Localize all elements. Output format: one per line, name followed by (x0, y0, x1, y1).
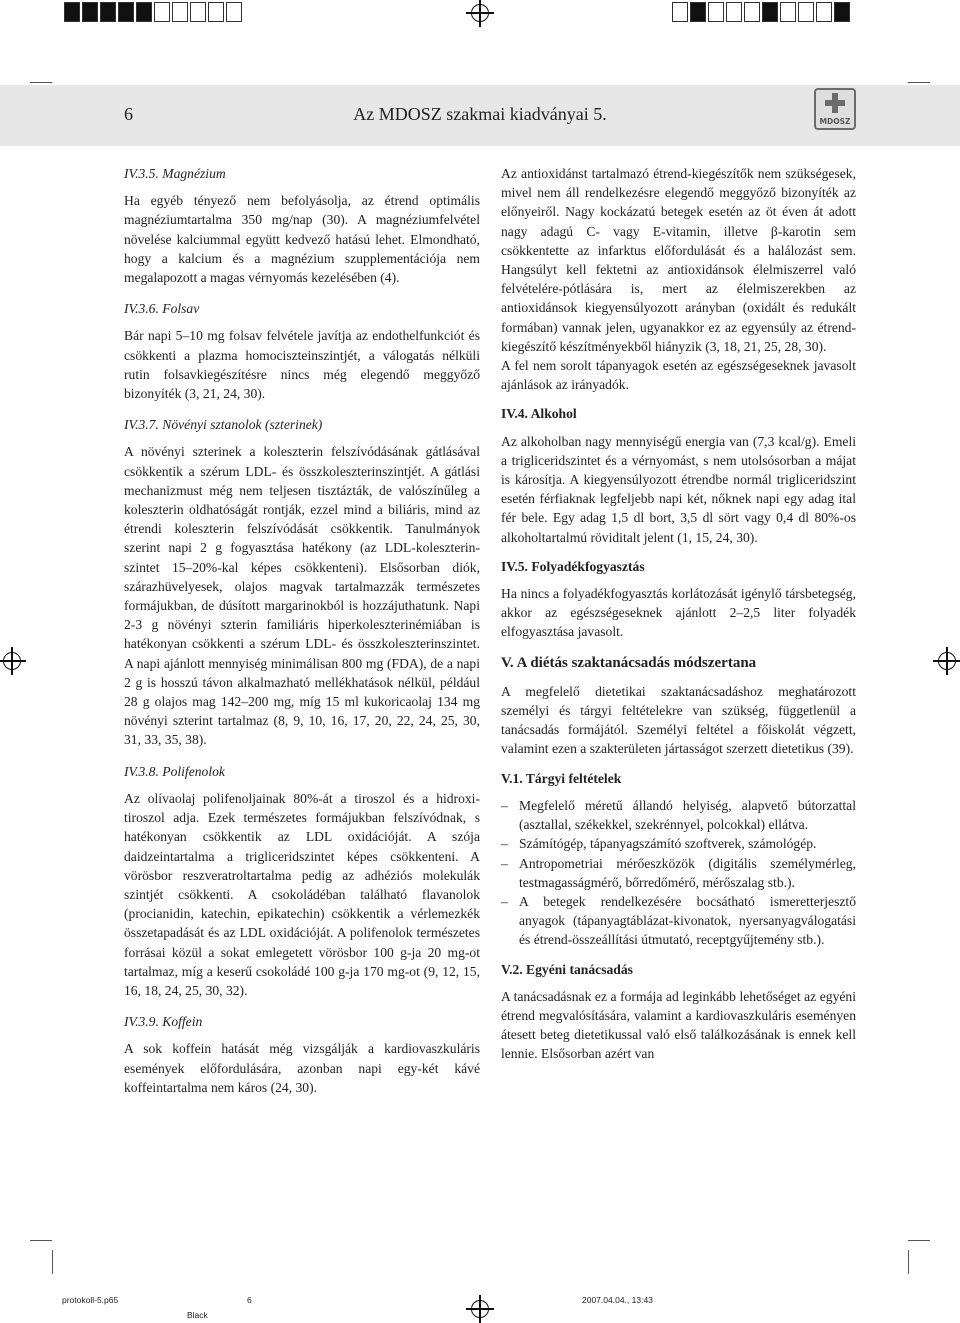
paragraph: A fel nem sorolt tápanyagok esetén az egészségeseknek javasolt ajánlások az irányadók. (501, 358, 856, 393)
registration-crosshair-icon (3, 652, 21, 670)
section-heading: IV.5. Folyadékfogyasztás (501, 558, 645, 574)
list-item: – Számítógép, tápanyagszámító szoftverek, számológép. (501, 834, 856, 853)
registration-crosshair-icon (471, 1300, 489, 1318)
running-title: Az MDOSZ szakmai kiadványai 5. (353, 104, 607, 124)
requirements-list (501, 796, 856, 950)
logo-text: MDOSZ (819, 117, 851, 126)
crop-mark (908, 1250, 909, 1274)
crop-mark (908, 1240, 930, 1241)
paragraph: A növényi szterinek a koleszterin felszívódásának gátlásával csökkentik a szérum LDL- és összkoleszterinszintjét. A gátlási mechanizmust még nem teljesen tisztázták, de valószínűleg a koleszterin oldhatóságát rontják, ezzel mind a biliáris, mind az étrendi koleszterin felszívódását csökkentik. Tanulmányok szerint napi 2 g fogyasztása hatékony (az LDL-koleszterin-szintet 15–20%-kal képes csökkenteni). Elsősorban diók, szárazhüvelyesek, olajos magvak tartalmazzák természetes formájukban, de dúsított margarinokból is hozzájuthatunk. Napi 2-3 g növényi szterin familiáris hiperkoleszterinémiában is hatékonyan csökkenti a szérum LDL- és összkoleszterinszintet. A napi ajánlott mennyiség minimálisan 800 mg (FDA), de a napi 2 g is hosszú távon alkalmazható mellékhatások nélkül, például 28 g olajos mag 142–200 mg, míg 15 ml kukoricaolaj 134 mg növényi szterint tartalmaz (8, 9, 10, 16, 17, 20, 22, 24, 25, 30, 31, 33, 35, 38). (124, 444, 480, 748)
cross-icon (825, 93, 845, 113)
chapter-heading: V. A diétás szaktanácsadás módszertana (501, 654, 757, 671)
registration-crosshair-icon (938, 652, 956, 670)
registration-crosshair-icon (471, 4, 489, 22)
crop-mark (30, 82, 52, 83)
section-heading: IV.3.6. Folsav (124, 301, 200, 317)
list-item: – Megfelelő méretű állandó helyiség, alapvető bútorzattal (asztallal, székekkel, szekrénnyel, polcokkal) ellátva. (501, 796, 856, 834)
paragraph: Ha egyéb tényező nem befolyásolja, az étrend optimális magnéziumtartalma 350 mg/nap (30). A magnéziumfelvétel növelése kalciummal együtt kedvező hatású lehet. Elmondható, hogy a kalcium és a magnézium szupplementációja nem megalapozott a magas vérnyomás kezelésében (4). (124, 193, 480, 286)
paragraph: Bár napi 5–10 mg folsav felvétele javítja az endothelfunkciót és csökkenti a plazma homociszteinszintjét, a válogatás nélküli rutin folsavkiegészítésre nincs még elegendő meggyőző bizonyíték (3, 21, 24, 30). (124, 328, 480, 402)
paragraph: Az antioxidánst tartalmazó étrend-kiegészítők nem szükségesek, mivel nem áll rendelkezésre elegendő meggyőző bizonyíték az előnyeiről. Nagy kockázatú betegek esetén az öt éven át adott nagy adagú C- vagy E-vitamin, illetve β-karotin sem csökkentette az infarktus előfordulását és a halálozást sem. Hangsúlyt kell fektetni az antioxidánsok élelmiszerrel való felvételére-pótlására is, mert az élelmiszerekben az antioxidánsok kiegyensúlyozott arányban (oxidált és redukált formában) vannak jelen, ugyanakkor ez az egyensúly az étrend-kiegészítő készítményekből hiányzik (3, 18, 21, 25, 28, 30). (501, 166, 856, 354)
footer-page: 6 (247, 1295, 252, 1305)
paragraph: Az alkoholban nagy mennyiségű energia van (7,3 kcal/g). Emeli a trigliceridszintet és a vérnyomást, s nem utolsósorban a májat is károsítja. A kiegyensúlyozott étrendbe normál trigliceridszint esetén férfiaknak legfeljebb napi két, nőknek napi egy adag ital fér bele. Egy adag 1,5 dl bort, 3,5 dl sört vagy 0,4 dl 80%-os alkoholtartalmú röviditalt jelent (1, 15, 24, 30). (501, 433, 856, 545)
paragraph: Ha nincs a folyadékfogyasztás korlátozását igénylő társbetegség, akkor az egészségeseknek ajánlott 2–2,5 liter folyadék elfogyasztása javasolt. (501, 586, 856, 640)
paragraph: Az olívaolaj polifenoljainak 80%-át a tiroszol és a hidroxi-tiroszol adja. Ezek természetes formájukban felszívódnak, s hatékonyan csökkentik az LDL oxidációját. A szója daidzeintartalma a trigliceridszintet képes csökkenteni. A vörösbor reszveratroltartalma pedig az adhéziós molekulák szintjét csökkenti. A csokoládéban található flavanolok (procianidin, katechin, epikatechin) csökkentik a vérlemezkék összetapadását és az LDL oxidációját. A polifenolok természetes forrásai közül a sokat emlegetett vörösbor 100 g-ja 20 mg-ot tartalmaz, míg a keserű csokoládé 100 g-ja 170 mg-ot (9, 12, 15, 16, 18, 24, 25, 30, 32). (124, 790, 480, 998)
section-heading: V.1. Tárgyi feltételek (501, 770, 622, 786)
crop-mark (52, 1250, 53, 1274)
section-heading: V.2. Egyéni tanácsadás (501, 961, 633, 977)
right-column (501, 164, 856, 1064)
paragraph: A megfelelő dietetikai szaktanácsadáshoz meghatározott személyi és tárgyi feltételekre van szükség, függetlenül a tanácsadás formájától. Személyi feltétel a főiskolát végzett, valamint ezen a szakterületen jártasságot szerzett dietetikus (39). (501, 683, 856, 757)
footer-color: Black (187, 1310, 208, 1320)
registration-bar-left (64, 2, 244, 22)
section-heading: IV.3.8. Polifenolok (124, 763, 225, 779)
paragraph: A sok koffein hatását még vizsgálják a kardiovaszkuláris események előfordulására, azonban napi egy-két kávé koffeintartalma nem káros (24, 30). (124, 1041, 480, 1095)
paragraph: A tanácsadásnak ez a formája ad leginkább lehetőséget az egyéni étrend megvalósítására, valamint a kardiovaszkuláris eseményen átesett beteg dietetikussal való első találkozásának is ennek kell lennie. Elsősorban azért van (501, 988, 856, 1062)
section-heading: IV.3.7. Növényi sztanolok (szterinek) (124, 417, 323, 433)
section-heading: IV.3.5. Magnézium (124, 166, 226, 181)
list-item: – A betegek rendelkezésére bocsátható ismeretterjesztő anyagok (tápanyagtáblázat-kivonatok, nyersanyagválogatási és étrend-összeállítási útmutató, receptgyűjtemény stb.). (501, 892, 856, 950)
section-heading: IV.4. Alkohol (501, 406, 577, 422)
mdosz-logo (814, 88, 856, 130)
left-column (124, 164, 480, 1097)
list-item: – Antropometriai mérőeszközök (digitális személymérleg, testmagasságmérő, bőrredőmérő, mérőszalag stb.). (501, 854, 856, 892)
page-number: 6 (124, 104, 133, 124)
crop-mark (908, 82, 930, 83)
crop-mark (30, 1240, 52, 1241)
registration-bar-right (672, 2, 852, 22)
footer-timestamp: 2007.04.04., 13:43 (582, 1295, 653, 1305)
section-heading: IV.3.9. Koffein (124, 1014, 203, 1030)
footer-filename: protokoll-5.p65 (62, 1295, 119, 1305)
